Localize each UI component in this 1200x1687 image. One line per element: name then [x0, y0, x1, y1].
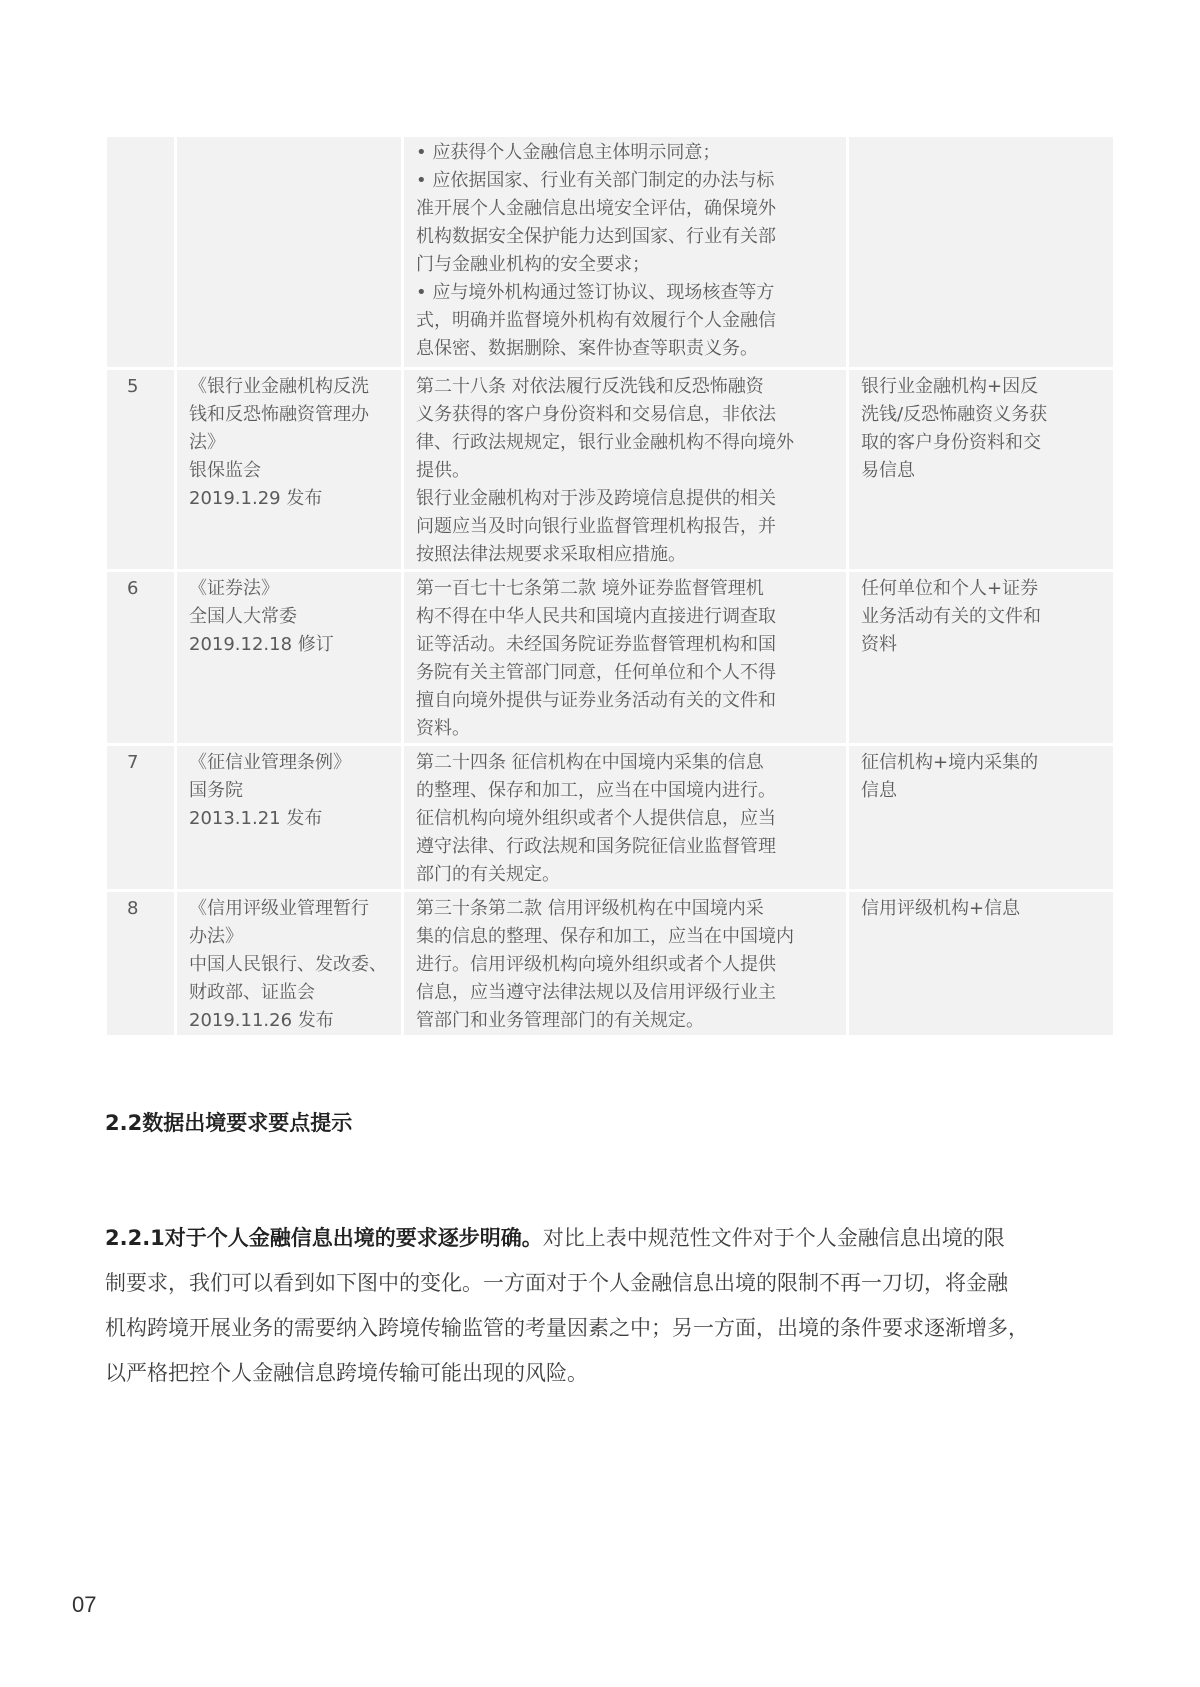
cell-line: • 应获得个人金融信息主体明示同意；: [416, 142, 721, 163]
cell-line: 易信息: [861, 460, 915, 481]
cell-line: 银行业金融机构对于涉及跨境信息提供的相关: [416, 488, 776, 509]
scope-cell: [848, 745, 1114, 891]
paragraph-line-3: 机构跨境开展业务的需要纳入跨境传输监管的考量因素之中；另一方面，出境的条件要求逐渐增多，: [105, 1316, 1029, 1340]
regulation-name-cell: [176, 745, 403, 891]
table-row: [107, 137, 1113, 369]
cell-line: 2013.1.21 发布: [189, 808, 323, 829]
cell-line: 部门的有关规定。: [416, 864, 560, 885]
cell-line: 息保密、数据删除、案件协查等职责义务。: [416, 338, 758, 359]
cell-line: • 应与境外机构通过签订协议、现场核查等方: [416, 282, 775, 303]
cell-line: 2019.1.29 发布: [189, 488, 323, 509]
cell-line: 资料。: [416, 718, 470, 739]
table-row: [107, 571, 1113, 745]
cell-line: 银保监会: [189, 460, 261, 481]
cell-line: 信息: [861, 780, 897, 801]
paragraph-text: 对比上表中规范性文件对于个人金融信息出境的限: [542, 1226, 1005, 1250]
cell-line: 证等活动。未经国务院证券监督管理机构和国: [416, 634, 776, 655]
row-number-cell: 6: [107, 571, 176, 745]
cell-line: 的整理、保存和加工，应当在中国境内进行。: [416, 780, 776, 801]
cell-line: 财政部、证监会: [189, 982, 315, 1003]
cell-line: 构不得在中华人民共和国境内直接进行调查取: [416, 606, 776, 627]
scope-cell: [848, 891, 1114, 1036]
cell-line: 钱和反恐怖融资管理办: [189, 404, 369, 425]
section-paragraph: [105, 1216, 1105, 1396]
cell-line: 务院有关主管部门同意，任何单位和个人不得: [416, 662, 776, 683]
cell-line: 问题应当及时向银行业监督管理机构报告，并: [416, 516, 776, 537]
cell-line: 擅自向境外提供与证券业务活动有关的文件和: [416, 690, 776, 711]
cell-line: 信用评级机构+信息: [861, 898, 1021, 919]
cell-line: 《征信业管理条例》: [189, 752, 351, 773]
cell-line: 律、行政法规规定，银行业金融机构不得向境外: [416, 432, 794, 453]
cell-line: 资料: [861, 634, 897, 655]
cell-line: 第一百七十七条第二款 境外证券监督管理机: [416, 578, 764, 599]
regulation-name-cell: [176, 891, 403, 1036]
cell-line: 遵守法律、行政法规和国务院征信业监督管理: [416, 836, 776, 857]
clause-text-cell: [403, 891, 848, 1036]
paragraph-line-4: 以严格把控个人金融信息跨境传输可能出现的风险。: [105, 1361, 588, 1385]
cell-line: 办法》: [189, 926, 243, 947]
cell-line: 义务获得的客户身份资料和交易信息，非依法: [416, 404, 776, 425]
cell-line: 业务活动有关的文件和: [861, 606, 1041, 627]
table-row: [107, 369, 1113, 571]
cell-line: 洗钱/反恐怖融资义务获: [861, 404, 1048, 425]
regulation-table-body: [107, 137, 1113, 1035]
cell-line: 2019.11.26 发布: [189, 1010, 334, 1031]
cell-line: 第二十八条 对依法履行反洗钱和反恐怖融资: [416, 376, 764, 397]
scope-cell: [848, 369, 1114, 571]
row-number-cell: [107, 137, 176, 369]
section-heading: 2.2数据出境要求要点提示: [105, 1111, 353, 1135]
cell-line: 全国人大常委: [189, 606, 297, 627]
cell-line: 集的信息的整理、保存和加工，应当在中国境内: [416, 926, 794, 947]
cell-line: 《证券法》: [189, 578, 279, 599]
paragraph-line-2: 制要求，我们可以看到如下图中的变化。一方面对于个人金融信息出境的限制不再一刀切，将金融: [105, 1271, 1008, 1295]
scope-cell: [848, 137, 1114, 369]
cell-line: 国务院: [189, 780, 243, 801]
cell-line: 《信用评级业管理暂行: [189, 898, 369, 919]
cell-line: 第二十四条 征信机构在中国境内采集的信息: [416, 752, 764, 773]
cell-line: 进行。信用评级机构向境外组织或者个人提供: [416, 954, 776, 975]
cell-line: • 应依据国家、行业有关部门制定的办法与标: [416, 170, 775, 191]
paragraph-lead: 2.2.1对于个人金融信息出境的要求逐步明确。: [105, 1226, 543, 1250]
cell-line: 信息，应当遵守法律法规以及信用评级行业主: [416, 982, 776, 1003]
table-row: [107, 745, 1113, 891]
cell-line: 任何单位和个人+证券: [861, 578, 1039, 599]
table-row: [107, 891, 1113, 1036]
cell-line: 第三十条第二款 信用评级机构在中国境内采: [416, 898, 764, 919]
cell-line: 银行业金融机构+因反: [861, 376, 1039, 397]
clause-text-cell: [403, 137, 848, 369]
cell-line: 中国人民银行、发改委、: [189, 954, 387, 975]
cell-line: 征信机构向境外组织或者个人提供信息，应当: [416, 808, 776, 829]
paragraph-line-1: [105, 1216, 1105, 1261]
clause-text-cell: [403, 571, 848, 745]
regulation-name-cell: [176, 571, 403, 745]
regulation-name-cell: [176, 369, 403, 571]
clause-text-cell: [403, 369, 848, 571]
cell-line: 提供。: [416, 460, 470, 481]
cell-line: 《银行业金融机构反洗: [189, 376, 369, 397]
regulation-table: [107, 137, 1113, 1035]
cell-line: 征信机构+境内采集的: [861, 752, 1039, 773]
row-number-cell: 8: [107, 891, 176, 1036]
scope-cell: [848, 571, 1114, 745]
cell-line: 式，明确并监督境外机构有效履行个人金融信: [416, 310, 776, 331]
cell-line: 2019.12.18 修订: [189, 634, 334, 655]
regulation-name-cell: [176, 137, 403, 369]
cell-line: 按照法律法规要求采取相应措施。: [416, 544, 686, 565]
cell-line: 管部门和业务管理部门的有关规定。: [416, 1010, 704, 1031]
row-number-cell: 5: [107, 369, 176, 571]
cell-line: 法》: [189, 432, 225, 453]
cell-line: 机构数据安全保护能力达到国家、行业有关部: [416, 226, 776, 247]
cell-line: 准开展个人金融信息出境安全评估，确保境外: [416, 198, 776, 219]
page-number: 07: [72, 1592, 97, 1617]
clause-text-cell: [403, 745, 848, 891]
cell-line: 门与金融业机构的安全要求；: [416, 254, 650, 275]
cell-line: 取的客户身份资料和交: [861, 432, 1041, 453]
row-number-cell: 7: [107, 745, 176, 891]
